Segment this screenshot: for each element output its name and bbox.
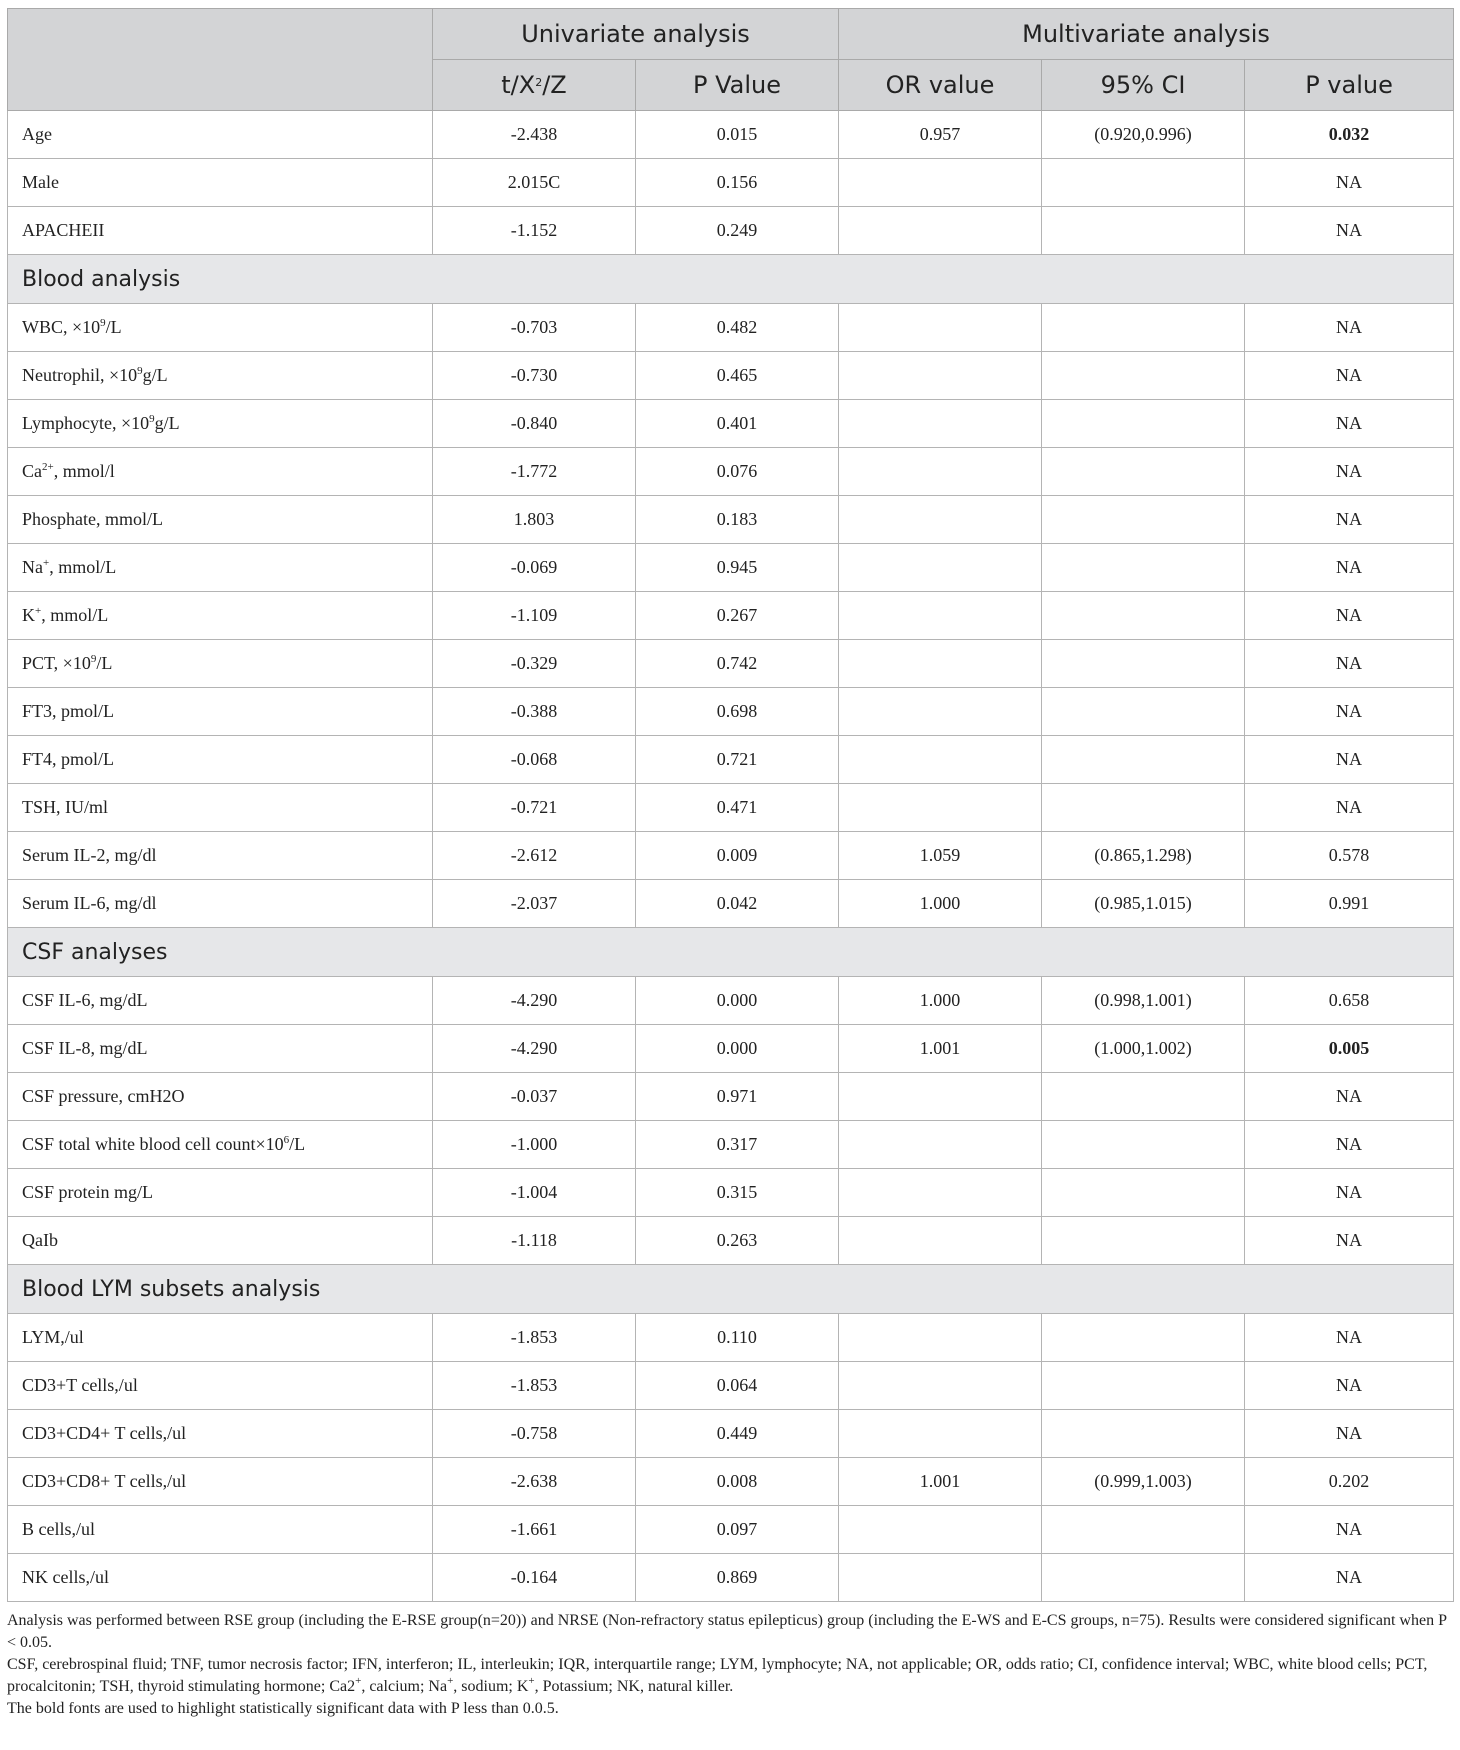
variable-label: WBC, $\times 10^9/L$ [8,304,433,352]
table-footnotes [7,1610,1453,1720]
or-value-cell [839,784,1042,832]
p-value-cell: 0.076 [636,448,839,496]
p-value-cell: 0.471 [636,784,839,832]
ci-cell: (0.999,1.003) [1042,1458,1245,1506]
variable-label: CSF protein mg/L [8,1169,433,1217]
variable-label: CSF IL-8, mg/dL [8,1025,433,1073]
t-statistic-cell: -0.758 [433,1410,636,1458]
or-value-cell: 1.059 [839,832,1042,880]
ci-cell [1042,352,1245,400]
p-value-cell: 0.183 [636,496,839,544]
ci-cell [1042,159,1245,207]
or-value-cell [839,1410,1042,1458]
p-value-cell: 0.156 [636,159,839,207]
or-value-cell [839,1554,1042,1602]
p-value-multi-cell: NA [1245,1073,1454,1121]
variable-label: QaIb [8,1217,433,1265]
table-row [8,880,1454,928]
ci-cell [1042,1169,1245,1217]
p-value-cell: 0.698 [636,688,839,736]
p-value-cell: 0.315 [636,1169,839,1217]
p-value-multi-cell: NA [1245,640,1454,688]
table-row [8,736,1454,784]
ci-cell [1042,544,1245,592]
section-title: CSF analyses [8,928,1454,977]
p-value-cell: 0.000 [636,1025,839,1073]
p-value-cell: 0.401 [636,400,839,448]
variable-label: FT4, pmol/L [8,736,433,784]
t-statistic-cell: 1.803 [433,496,636,544]
variable-label: TSH, IU/ml [8,784,433,832]
variable-label: CSF pressure, cmH2O [8,1073,433,1121]
ci-cell: (1.000,1.002) [1042,1025,1245,1073]
table-row [8,207,1454,255]
ci-cell [1042,448,1245,496]
footnote-abbreviations: CSF, cerebrospinal fluid; TNF, tumor necrosis factor; IFN, interferon; IL, interleukin; IQR, interquartile range; LYM, lymphocyte; NA, not applicable; OR, odds ratio; CI, confidence interval; WBC, white blood cells; PCT, procalcitonin; TSH, thyroid stimulating hormone; Ca2+, calcium; Na+, sodium; K+, Potassium; NK, natural killer. [7,1656,1428,1695]
p-value-cell: 0.249 [636,207,839,255]
p-value-multi-cell: NA [1245,207,1454,255]
table-body [8,111,1454,1602]
p-value-multi-cell: NA [1245,1362,1454,1410]
ci-cell [1042,1554,1245,1602]
p-value-multi-cell: 0.005 [1245,1025,1454,1073]
p-value-cell: 0.465 [636,352,839,400]
table-row [8,592,1454,640]
variable-label: Lymphocyte, $\times 10^9g/L$ [8,400,433,448]
t-statistic-cell: -4.290 [433,1025,636,1073]
table-row [8,1073,1454,1121]
variable-label: CD3+T cells,/ul [8,1362,433,1410]
p-value-cell: 0.869 [636,1554,839,1602]
p-value-cell: 0.042 [636,880,839,928]
p-value-multi-cell: NA [1245,1121,1454,1169]
or-value-cell [839,352,1042,400]
header-blank [8,9,433,111]
table-row [8,1025,1454,1073]
p-value-multi-cell: NA [1245,784,1454,832]
section-title: Blood LYM subsets analysis [8,1265,1454,1314]
p-value-multi-cell: NA [1245,1410,1454,1458]
t-statistic-cell: 2.015C [433,159,636,207]
ci-cell: (0.920,0.996) [1042,111,1245,159]
variable-label: CSF IL-6, mg/dL [8,977,433,1025]
variable-label: K+, mmol/L [8,592,433,640]
variable-label: LYM,/ul [8,1314,433,1362]
p-value-cell: 0.097 [636,1506,839,1554]
p-value-multi-cell: NA [1245,496,1454,544]
table-row [8,784,1454,832]
header-ci: 95% CI [1042,60,1245,111]
t-statistic-cell: -0.068 [433,736,636,784]
section-header-row [8,1265,1454,1314]
p-value-cell: 0.000 [636,977,839,1025]
table-row [8,1554,1454,1602]
t-statistic-cell: -0.164 [433,1554,636,1602]
t-statistic-cell: -2.438 [433,111,636,159]
p-value-multi-cell: 0.032 [1245,111,1454,159]
p-value-cell: 0.742 [636,640,839,688]
table-row [8,544,1454,592]
p-value-multi-cell: NA [1245,544,1454,592]
table-row [8,111,1454,159]
results-table [7,8,1454,1602]
ci-cell [1042,1410,1245,1458]
t-statistic-cell: -1.853 [433,1314,636,1362]
p-value-multi-cell: 0.658 [1245,977,1454,1025]
section-title: Blood analysis [8,255,1454,304]
t-statistic-cell: -1.661 [433,1506,636,1554]
p-value-multi-cell: NA [1245,592,1454,640]
variable-label: PCT, $\times 10^9/L$ [8,640,433,688]
section-header-row [8,928,1454,977]
ci-cell [1042,1314,1245,1362]
p-value-cell: 0.971 [636,1073,839,1121]
p-value-multi-cell: NA [1245,159,1454,207]
p-value-cell: 0.482 [636,304,839,352]
t-statistic-cell: -1.152 [433,207,636,255]
t-statistic-cell: -0.388 [433,688,636,736]
ci-cell [1042,496,1245,544]
ci-cell: (0.998,1.001) [1042,977,1245,1025]
variable-label: $Ca^{2+}$, mmol/l [8,448,433,496]
header-or-value: OR value [839,60,1042,111]
table-row [8,1121,1454,1169]
or-value-cell [839,1217,1042,1265]
header-p-value-uni: P Value [636,60,839,111]
table-row [8,1410,1454,1458]
table-row [8,1169,1454,1217]
p-value-cell: 0.008 [636,1458,839,1506]
p-value-multi-cell: NA [1245,1169,1454,1217]
or-value-cell: 1.001 [839,1458,1042,1506]
p-value-multi-cell: 0.578 [1245,832,1454,880]
t-statistic-cell: -0.069 [433,544,636,592]
p-value-cell: 0.015 [636,111,839,159]
footnote-bold: The bold fonts are used to highlight statistically significant data with P less than 0.0.5. [7,1700,559,1717]
t-statistic-cell: -2.037 [433,880,636,928]
or-value-cell [839,640,1042,688]
or-value-cell [839,592,1042,640]
variable-label: APACHEII [8,207,433,255]
t-statistic-cell: -4.290 [433,977,636,1025]
section-header-row [8,255,1454,304]
or-value-cell: 0.957 [839,111,1042,159]
p-value-multi-cell: NA [1245,448,1454,496]
table-row [8,400,1454,448]
table-row [8,832,1454,880]
ci-cell [1042,640,1245,688]
variable-label: FT3, pmol/L [8,688,433,736]
ci-cell [1042,1121,1245,1169]
variable-label: Serum IL-6, mg/dl [8,880,433,928]
variable-label: CSF total white blood cell $count\times 10^6/L$ [8,1121,433,1169]
p-value-multi-cell: 0.202 [1245,1458,1454,1506]
table-row [8,977,1454,1025]
or-value-cell [839,400,1042,448]
variable-label: Na+, mmol/L [8,544,433,592]
table-row [8,1217,1454,1265]
p-value-multi-cell: NA [1245,304,1454,352]
p-value-cell: 0.110 [636,1314,839,1362]
or-value-cell: 1.000 [839,880,1042,928]
p-value-cell: 0.945 [636,544,839,592]
table-container [7,8,1453,1720]
t-statistic-cell: -1.109 [433,592,636,640]
header-row-groups [8,9,1454,60]
p-value-cell: 0.721 [636,736,839,784]
variable-label: NK cells,/ul [8,1554,433,1602]
t-statistic-cell: -2.612 [433,832,636,880]
or-value-cell [839,544,1042,592]
variable-label: CD3+CD4+ T cells,/ul [8,1410,433,1458]
table-row [8,1458,1454,1506]
ci-cell [1042,736,1245,784]
t-statistic-cell: -0.721 [433,784,636,832]
t-statistic-cell: -0.329 [433,640,636,688]
ci-cell [1042,304,1245,352]
p-value-multi-cell: NA [1245,688,1454,736]
header-multivariate: Multivariate analysis [839,9,1454,60]
header-t-stat: $t/X^2/Z$ [433,60,636,111]
or-value-cell [839,1169,1042,1217]
table-row [8,352,1454,400]
p-value-cell: 0.267 [636,592,839,640]
ci-cell: (0.985,1.015) [1042,880,1245,928]
t-statistic-cell: -2.638 [433,1458,636,1506]
t-statistic-cell: -1.118 [433,1217,636,1265]
or-value-cell [839,448,1042,496]
ci-cell [1042,207,1245,255]
or-value-cell: 1.000 [839,977,1042,1025]
header-p-value-multi: P value [1245,60,1454,111]
t-statistic-cell: -1.853 [433,1362,636,1410]
t-statistic-cell: -0.730 [433,352,636,400]
ci-cell: (0.865,1.298) [1042,832,1245,880]
table-row [8,304,1454,352]
p-value-multi-cell: NA [1245,1314,1454,1362]
variable-label: Male [8,159,433,207]
footnote-analysis: Analysis was performed between RSE group (including the E-RSE group(n=20)) and NRSE (Non-refractory status epilepticus) group (including the E-WS and E-CS groups, n=75). Results were considered significant when P < 0.05. [7,1612,1447,1651]
variable-label: Serum IL-2, mg/dl [8,832,433,880]
p-value-cell: 0.449 [636,1410,839,1458]
header-univariate: Univariate analysis [433,9,839,60]
p-value-multi-cell: NA [1245,400,1454,448]
or-value-cell [839,1362,1042,1410]
t-statistic-cell: -0.703 [433,304,636,352]
table-row [8,159,1454,207]
or-value-cell [839,207,1042,255]
ci-cell [1042,1217,1245,1265]
variable-label: Phosphate, mmol/L [8,496,433,544]
table-row [8,640,1454,688]
or-value-cell [839,1121,1042,1169]
ci-cell [1042,400,1245,448]
t-statistic-cell: -1.004 [433,1169,636,1217]
p-value-multi-cell: NA [1245,736,1454,784]
or-value-cell [839,1073,1042,1121]
t-statistic-cell: -1.772 [433,448,636,496]
p-value-multi-cell: NA [1245,1506,1454,1554]
ci-cell [1042,784,1245,832]
variable-label: Neutrophil, $\times 10^9g/L$ [8,352,433,400]
variable-label: B cells,/ul [8,1506,433,1554]
or-value-cell: 1.001 [839,1025,1042,1073]
table-row [8,448,1454,496]
t-statistic-cell: -1.000 [433,1121,636,1169]
table-row [8,688,1454,736]
or-value-cell [839,688,1042,736]
t-statistic-cell: -0.840 [433,400,636,448]
or-value-cell [839,1314,1042,1362]
p-value-cell: 0.009 [636,832,839,880]
ci-cell [1042,1362,1245,1410]
or-value-cell [839,496,1042,544]
table-row [8,1314,1454,1362]
ci-cell [1042,1073,1245,1121]
table-row [8,496,1454,544]
or-value-cell [839,304,1042,352]
or-value-cell [839,736,1042,784]
or-value-cell [839,159,1042,207]
p-value-cell: 0.064 [636,1362,839,1410]
variable-label: Age [8,111,433,159]
ci-cell [1042,592,1245,640]
p-value-multi-cell: 0.991 [1245,880,1454,928]
p-value-multi-cell: NA [1245,1217,1454,1265]
ci-cell [1042,1506,1245,1554]
table-row [8,1506,1454,1554]
p-value-multi-cell: NA [1245,1554,1454,1602]
p-value-cell: 0.263 [636,1217,839,1265]
t-statistic-cell: -0.037 [433,1073,636,1121]
p-value-multi-cell: NA [1245,352,1454,400]
ci-cell [1042,688,1245,736]
table-row [8,1362,1454,1410]
or-value-cell [839,1506,1042,1554]
variable-label: CD3+CD8+ T cells,/ul [8,1458,433,1506]
p-value-cell: 0.317 [636,1121,839,1169]
